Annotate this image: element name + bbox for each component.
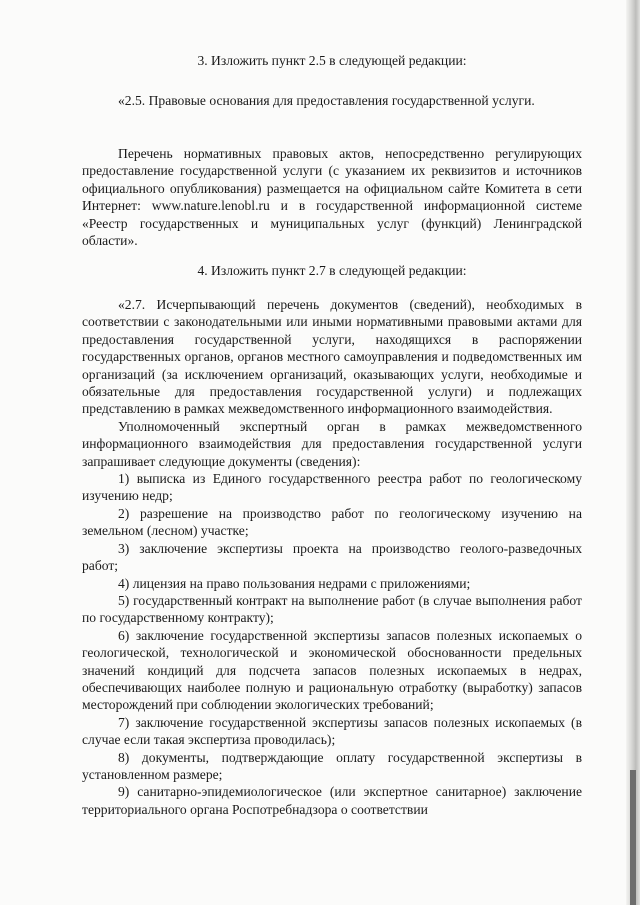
item-2-7-section [82, 296, 582, 818]
item-2-5-title-text: «2.5. Правовые основания для предоставления государственной услуги. [118, 93, 535, 108]
list-item-1: 1) выписка из Единого государственного реестра работ по геологическому изучению недр; [82, 471, 582, 504]
item-2-7-request: Уполномоченный экспертный орган в рамках межведомственного информационного взаимодействия для предоставления государственной услуги запрашивает следующие документы (сведения): [82, 418, 582, 469]
list-item-3: 3) заключение экспертизы проекта на производство геолого-разведочных работ; [82, 540, 582, 574]
item-4-heading: 4. Изложить пункт 2.7 в следующей редакции: [197, 263, 467, 278]
list-item-8: 8) документы, подтверждающие оплату государственной экспертизы в установленном размере; [82, 749, 582, 782]
item-2-5-body [82, 145, 582, 249]
item-2-5-title [82, 92, 582, 109]
list-item-9: 9) санитарно-эпидемиологическое (или экспертное санитарное) заключение территориального органа Роспотребнадзора о соответствии [82, 784, 582, 817]
list-item-7: 7) заключение государственной экспертизы запасов полезных ископаемых (в случае если такая экспертиза проводилась); [82, 714, 582, 748]
list-item-2: 2) разрешение на производство работ по геологическому изучению на земельном (лесном) участке; [82, 505, 582, 539]
scan-edge-dark-strip [630, 770, 636, 905]
item-3-heading: 3. Изложить пункт 2.5 в следующей редакции: [197, 53, 467, 68]
list-item-6: 6) заключение государственной экспертизы запасов полезных ископаемых о геологической, технологической и экономической обоснованности предельных значений кондиций для подсчета запасов полезных ископаемых в недрах, обеспечивающих наиболее полную и рациональную отработку (выработку) запасов месторождений при соблюдении экологических требований; [82, 627, 582, 713]
item-2-5-body-text: Перечень нормативных правовых актов, непосредственно регулирующих предоставление государственной услуги (с указанием их реквизитов и источников официального опубликования) размещается на официальном сайте Комитета в сети Интернет: www.nature.lenobl.ru и в государственной информационной системе «Реестр государственных и муниципальных услуг (функций) Ленинградской области». [82, 146, 582, 249]
item-2-7-intro: «2.7. Исчерпывающий перечень документов (сведений), необходимых в соответствии с законодательными или иными нормативными правовыми актами для предоставления государственной услуги, находящихся в распоряжении государственных органов, органов местного самоуправления и подведомственных им организаций (за исключением организаций, оказывающих услуги, необходимые и обязательные для предоставления государственной услуги) и подлежащих представлению в рамках межведомственного информационного взаимодействия. [82, 297, 582, 417]
list-item-5: 5) государственный контракт на выполнение работ (в случае выполнения работ по государственному контракту); [82, 592, 582, 626]
list-item-4: 4) лицензия на право пользования недрами с приложениями; [118, 575, 471, 591]
